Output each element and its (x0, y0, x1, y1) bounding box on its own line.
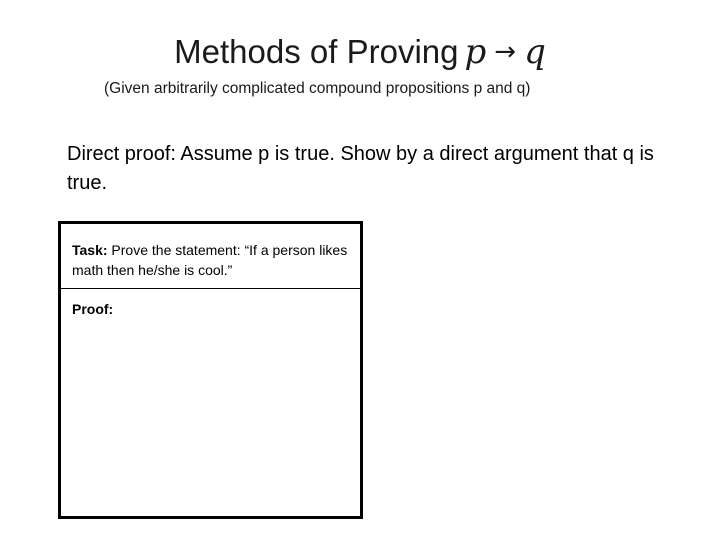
task-header (61, 224, 360, 289)
proof-area (61, 289, 360, 319)
proof-label: Proof: (72, 301, 114, 317)
title-q-symbol: q (524, 32, 546, 72)
direct-proof-description: Direct proof: Assume p is true. Show by a direct argument that q is true. (67, 143, 654, 194)
slide-title (0, 32, 720, 72)
implies-arrow-icon: → (494, 37, 517, 67)
task-statement: Prove the statement: “If a person likes math then he/she is cool.” (72, 242, 348, 278)
task-label: Task: (72, 242, 108, 258)
task-box (58, 221, 363, 519)
slide-subtitle: (Given arbitrarily complicated compound propositions p and q) (104, 80, 531, 97)
title-text: Methods of Proving (174, 33, 459, 70)
title-p-symbol: p (464, 32, 487, 72)
